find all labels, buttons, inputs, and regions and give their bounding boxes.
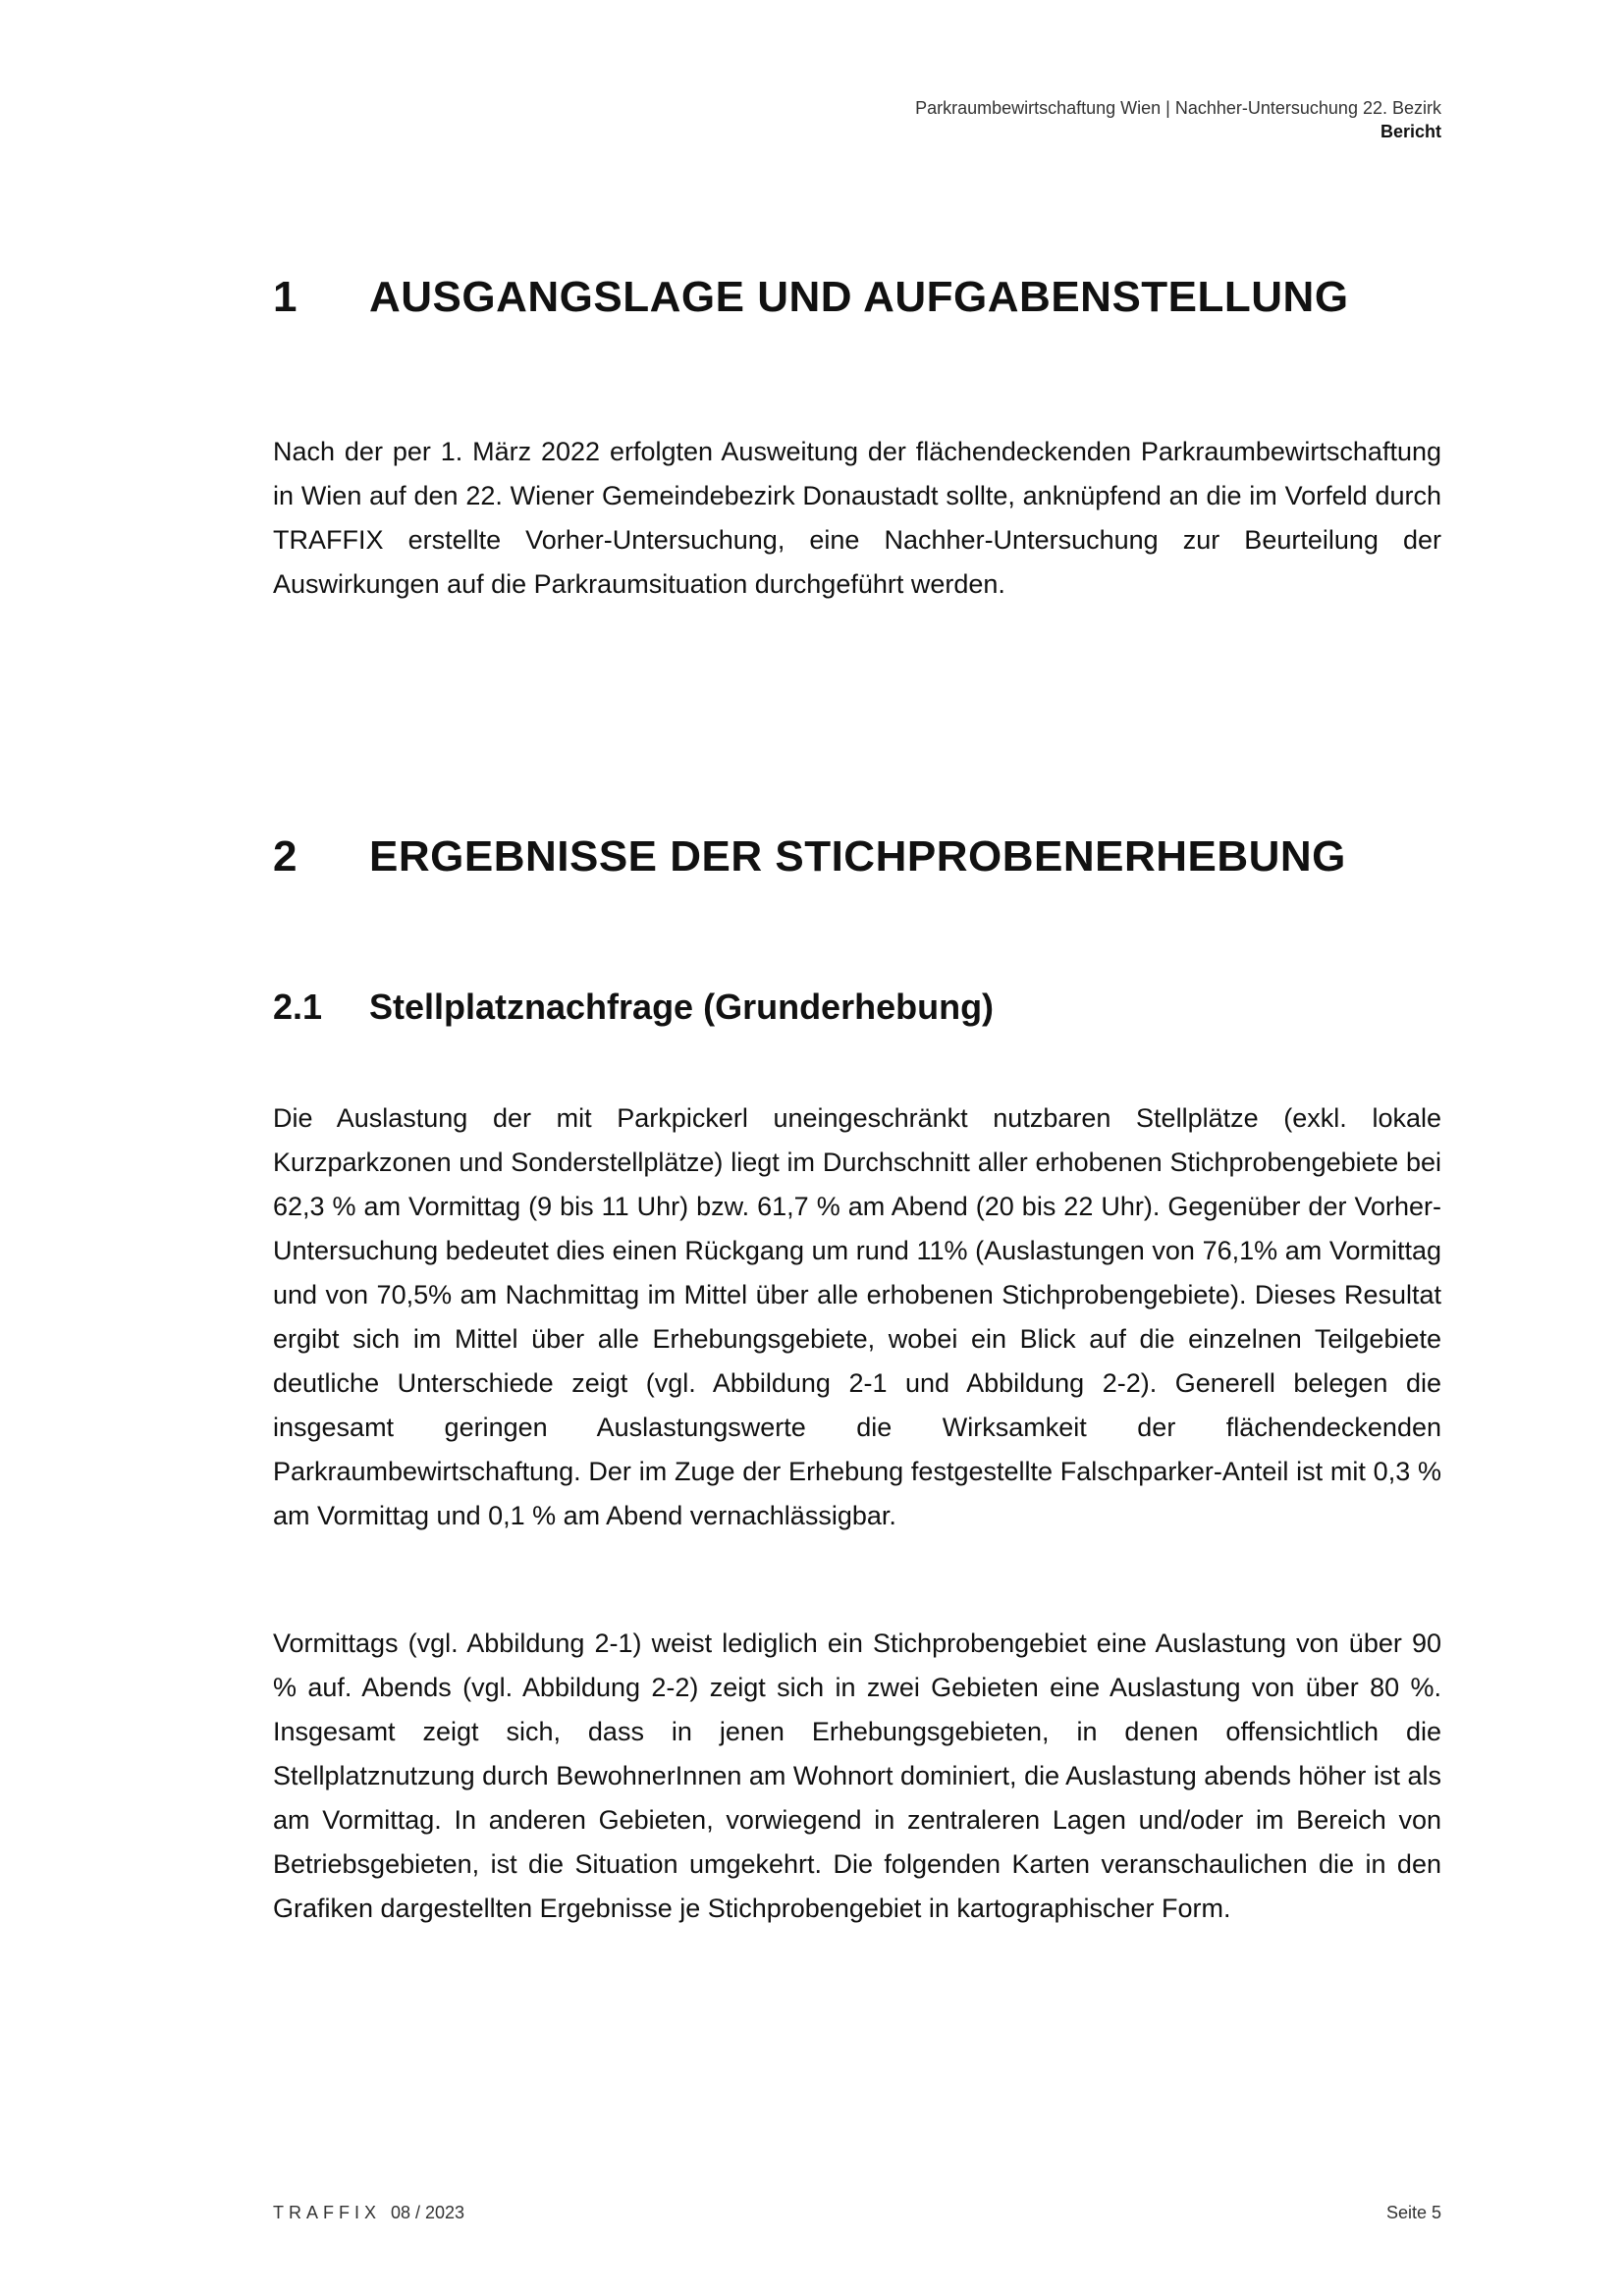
footer-page-number: Seite 5 — [1385, 2203, 1441, 2222]
header-subtitle: Bericht — [1380, 122, 1441, 141]
section-1-title: AUSGANGSLAGE UND AUFGABENSTELLUNG — [369, 273, 1349, 321]
section-2-heading — [273, 832, 1346, 881]
section-2-number: 2 — [273, 832, 298, 881]
footer-date: 08 / 2023 — [391, 2203, 465, 2222]
section-1-heading — [273, 273, 1349, 322]
section-1-paragraph: Nach der per 1. März 2022 erfolgten Ausweitung der flächendeckenden Parkraumbewirtschaftung in Wien auf den 22. Wiener Gemeindebezirk Donaustadt sollte, anknüpfend an die im Vorfeld durch TRAFFIX erstellte Vorher-Untersuchung, eine Nachher-Untersuchung zur Beurteilung der Auswirkungen auf die Parkraumsituation durchgeführt werden. — [273, 437, 1441, 599]
footer-left — [273, 2203, 464, 2223]
subsection-2-1-heading — [273, 987, 994, 1028]
subsection-2-1-title: Stellplatznachfrage (Grunderhebung) — [369, 987, 995, 1027]
subsection-paragraph-1: Die Auslastung der mit Parkpickerl uneingeschränkt nutzbaren Stellplätze (exkl. lokale Kurzparkzonen und Sonderstellplätze) liegt im Durchschnitt aller erhobenen Stichprobengebiete bei 62,3 % am Vormittag (9 bis 11 Uhr) bzw. 61,7 % am Abend (20 bis 22 Uhr). Gegenüber der Vorher-Untersuchung bedeutet dies einen Rückgang um rund 11% (Auslastungen von 76,1% am Vormittag und von 70,5% am Nachmittag im Mittel über alle erhobenen Stichprobengebiete). Dieses Resultat ergibt sich im Mittel über alle Erhebungsgebiete, wobei ein Blick auf die einzelnen Teilgebiete deutliche Unterschiede zeigt (vgl. Abbildung 2-1 und Abbildung 2-2). Generell belegen die insgesamt geringen Auslastungswerte die Wirksamkeit der flächendeckenden Parkraumbewirtschaftung. Der im Zuge der Erhebung festgestellte Falschparker-Anteil ist mit 0,3 % am Vormittag und 0,1 % am Abend vernachlässigbar. — [273, 1103, 1441, 1530]
header-title: Parkraumbewirtschaftung Wien | Nachher-Untersuchung 22. Bezirk — [915, 98, 1441, 118]
subsection-paragraph-2: Vormittags (vgl. Abbildung 2-1) weist lediglich ein Stichprobengebiet eine Auslastung von über 90 % auf. Abends (vgl. Abbildung 2-2) zeigt sich in zwei Gebieten eine Auslastung von über 80 %. Insgesamt zeigt sich, dass in jenen Erhebungsgebieten, in denen offensichtlich die Stellplatznutzung durch BewohnerInnen am Wohnort dominiert, die Auslastung abends höher ist als am Vormittag. In anderen Gebieten, vorwiegend in zentraleren Lagen und/oder im Bereich von Betriebsgebieten, ist die Situation umgekehrt. Die folgenden Karten veranschaulichen die in den Grafiken dargestellten Ergebnisse je Stichprobengebiet in kartographischer Form. — [273, 1629, 1441, 1923]
section-1-number: 1 — [273, 273, 298, 321]
subsection-2-1-number: 2.1 — [273, 987, 323, 1027]
section-2-title: ERGEBNISSE DER STICHPROBENERHEBUNG — [369, 832, 1346, 881]
page-header — [915, 96, 1441, 143]
footer-brand: TRAFFIX — [273, 2203, 381, 2222]
